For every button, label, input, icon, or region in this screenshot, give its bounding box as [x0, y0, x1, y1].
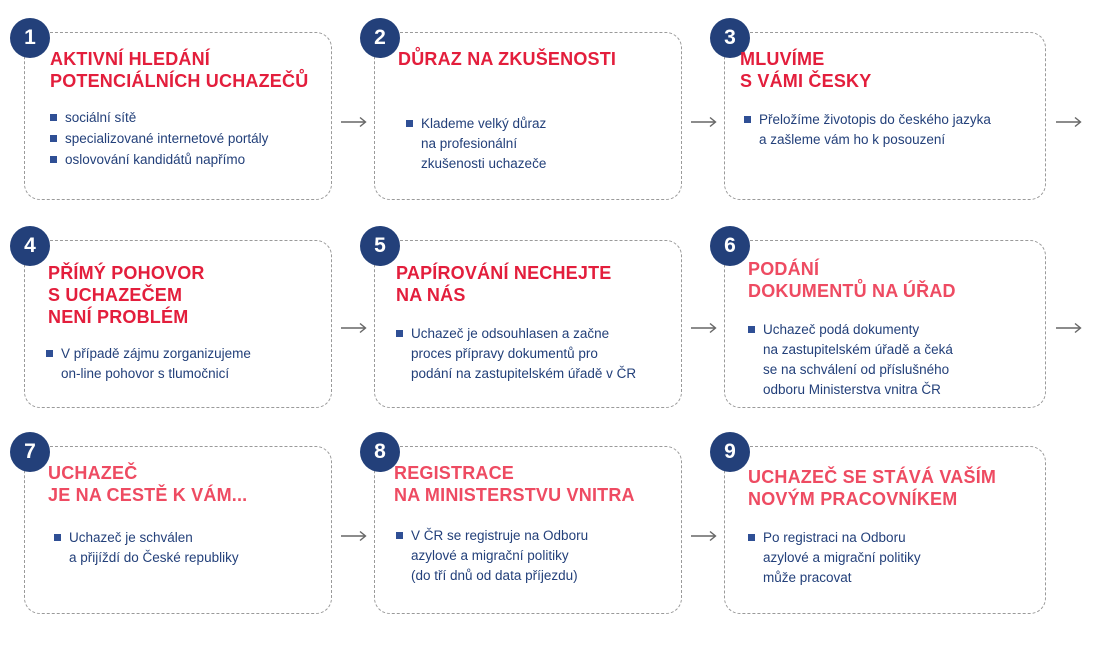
step-title: PŘÍMÝ POHOVOR S UCHAZEČEM NENÍ PROBLÉM	[48, 263, 205, 327]
arrow-right-icon	[1056, 116, 1082, 128]
arrow-right-icon	[341, 322, 367, 334]
step-title: REGISTRACE NA MINISTERSTVU VNITRA	[394, 463, 635, 505]
bullet-square-icon	[50, 156, 57, 163]
step-number-badge: 3	[710, 18, 750, 58]
bullet-square-icon	[748, 534, 755, 541]
bullet-item: sociální sítě	[50, 108, 268, 128]
bullet-square-icon	[396, 532, 403, 539]
step-title: UCHAZEČ JE NA CESTĚ K VÁM...	[48, 463, 248, 505]
step-bullets	[46, 344, 251, 385]
step-1	[24, 26, 332, 200]
arrow-right-icon	[341, 116, 367, 128]
bullet-square-icon	[50, 135, 57, 142]
step-9	[724, 440, 1046, 614]
step-number-badge: 2	[360, 18, 400, 58]
bullet-square-icon	[744, 116, 751, 123]
step-4	[24, 234, 332, 408]
arrow-right-icon	[691, 530, 717, 542]
step-8	[374, 440, 682, 614]
bullet-item: Uchazeč podá dokumenty na zastupitelském úřadě a čeká se na schválení od příslušného odboru Ministerstva vnitra ČR	[748, 320, 953, 400]
step-number-badge: 1	[10, 18, 50, 58]
bullet-square-icon	[50, 114, 57, 121]
step-number-badge: 6	[710, 226, 750, 266]
bullet-square-icon	[46, 350, 53, 357]
bullet-item: Přeložíme životopis do českého jazyka a zašleme vám ho k posouzení	[744, 110, 991, 150]
step-bullets	[748, 320, 953, 401]
bullet-item: Klademe velký důraz na profesionální zkušenosti uchazeče	[406, 114, 546, 174]
bullet-item: specializované internetové portály	[50, 129, 268, 149]
bullet-item: V ČR se registruje na Odboru azylové a migrační politiky (do tří dnů od data příjezdu)	[396, 526, 588, 586]
step-title: DŮRAZ NA ZKUŠENOSTI	[398, 49, 617, 69]
step-title: AKTIVNÍ HLEDÁNÍ POTENCIÁLNÍCH UCHAZEČŮ	[50, 49, 309, 91]
step-title: UCHAZEČ SE STÁVÁ VAŠÍM NOVÝM PRACOVNÍKEM	[748, 467, 997, 509]
bullet-item: Uchazeč je schválen a přijíždí do České republiky	[54, 528, 239, 568]
step-number-badge: 5	[360, 226, 400, 266]
step-bullets	[54, 528, 239, 569]
bullet-square-icon	[748, 326, 755, 333]
step-number-badge: 4	[10, 226, 50, 266]
step-number-badge: 9	[710, 432, 750, 472]
step-5	[374, 234, 682, 408]
step-bullets	[744, 110, 991, 151]
step-6	[724, 234, 1046, 408]
bullet-item: oslovování kandidátů napřímo	[50, 150, 268, 170]
step-bullets	[396, 526, 588, 587]
step-7	[24, 440, 332, 614]
arrow-right-icon	[1056, 322, 1082, 334]
bullet-square-icon	[406, 120, 413, 127]
bullet-square-icon	[396, 330, 403, 337]
step-number-badge: 7	[10, 432, 50, 472]
step-title: PODÁNÍ DOKUMENTŮ NA ÚŘAD	[748, 259, 956, 301]
arrow-right-icon	[691, 322, 717, 334]
step-bullets	[396, 324, 636, 385]
bullet-item: Uchazeč je odsouhlasen a začne proces přípravy dokumentů pro podání na zastupitelském úřadě v ČR	[396, 324, 636, 384]
step-3	[724, 26, 1046, 200]
step-bullets	[50, 108, 268, 171]
bullet-item: V případě zájmu zorganizujeme on-line pohovor s tlumočnicí	[46, 344, 251, 384]
bullet-item: Po registraci na Odboru azylové a migrační politiky může pracovat	[748, 528, 921, 588]
step-number-badge: 8	[360, 432, 400, 472]
arrow-right-icon	[341, 530, 367, 542]
step-title: MLUVÍME S VÁMI ČESKY	[740, 49, 872, 91]
step-title: PAPÍROVÁNÍ NECHEJTE NA NÁS	[396, 263, 612, 305]
step-bullets	[406, 114, 546, 175]
step-bullets	[748, 528, 921, 589]
arrow-right-icon	[691, 116, 717, 128]
step-2	[374, 26, 682, 200]
bullet-square-icon	[54, 534, 61, 541]
